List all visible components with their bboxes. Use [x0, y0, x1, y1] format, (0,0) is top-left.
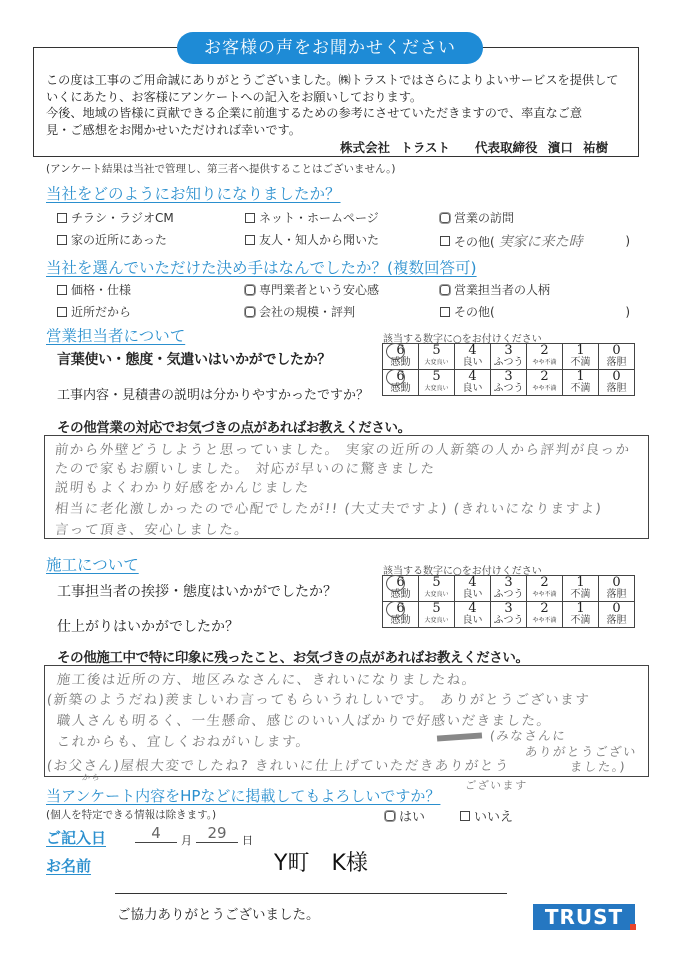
month-unit: 月 [181, 834, 192, 847]
publish-heading: 当アンケート内容をHPなどに掲載してもよろしいですか？ [46, 787, 441, 805]
rating-cell-0[interactable] [599, 602, 635, 628]
rating-label: やや不満 [532, 385, 557, 392]
rating-label: 不満 [570, 589, 591, 600]
paren-close: ) [625, 234, 630, 248]
option-other[interactable] [440, 303, 630, 320]
rating-label: やや不満 [532, 591, 557, 598]
checkbox-icon[interactable] [57, 235, 67, 245]
entry-day-field[interactable]: 29 [196, 824, 238, 843]
rating-label: 感動 [390, 383, 411, 394]
rating-value: 3 [504, 601, 513, 616]
company-signature: 株式会社 トラスト 代表取締役 濱口 祐樹 [340, 140, 609, 155]
rating-row [383, 602, 635, 628]
thanks-text: ご協力ありがとうございました。 [117, 907, 320, 923]
rating-cell-3[interactable] [491, 576, 527, 602]
rating-value: 4 [468, 601, 477, 616]
intro-line: いくにあたり、お客様にアンケートへの記入をお願いしております。 [46, 89, 423, 104]
comment-line: 施工後は近所の方、地区みなさんに、きれいになりましたね。 [55, 672, 478, 688]
sales-comment-label: その他営業の対応でお気づきの点があればお教えください。 [57, 420, 411, 436]
rating-label: 落胆 [606, 357, 627, 368]
rating-cell-2[interactable] [527, 576, 563, 602]
rating-cell-4[interactable] [455, 344, 491, 370]
publish-no-option[interactable] [460, 806, 513, 825]
checkbox-icon[interactable] [57, 307, 67, 317]
rating-cell-0[interactable] [599, 370, 635, 396]
rating-cell-6[interactable] [383, 602, 419, 628]
intro-line: 見・ご感想をお聞かせいただければ幸いです。 [46, 122, 301, 137]
option-label: 家の近所にあった [71, 233, 167, 247]
rating-value: 5 [432, 343, 441, 358]
rating-cell-4[interactable] [455, 602, 491, 628]
rating-cell-2[interactable] [527, 344, 563, 370]
rating-cell-3[interactable] [491, 602, 527, 628]
rating-value: 4 [468, 575, 477, 590]
sales-comment-box[interactable] [44, 435, 649, 539]
name-field[interactable]: Y町 K様 [274, 851, 368, 876]
comment-line: 言って頂き、安心しました。 [53, 522, 251, 538]
rating-label: ふつう [493, 615, 524, 626]
survey-title: お客様の声をお聞かせください [177, 32, 483, 64]
comment-line: これからも、宜しくおねがいします。 [55, 734, 312, 750]
checkbox-checked-icon[interactable] [440, 285, 450, 295]
comment-line: 説明もよくわかり好感をかんじました [53, 480, 311, 496]
rating-cell-1[interactable] [563, 602, 599, 628]
rating-row [383, 344, 635, 370]
rating-value: 5 [432, 575, 441, 590]
trust-logo: TRUST [533, 904, 635, 930]
rating-row [383, 576, 635, 602]
rating-value: 3 [504, 369, 513, 384]
checkbox-icon[interactable] [440, 307, 450, 317]
rating-label: 不満 [570, 357, 591, 368]
sales-heading: 営業担当者について [46, 327, 186, 345]
rating-label: 良い [462, 589, 483, 600]
rating-cell-1[interactable] [563, 576, 599, 602]
publish-yes-option[interactable] [385, 806, 425, 825]
construction-question-2: 仕上がりはいかがでしたか？ [57, 619, 239, 635]
comment-margin-note: から [81, 773, 102, 782]
rating-label: 感動 [390, 357, 411, 368]
scribble-mark [437, 732, 482, 741]
deciding-factor-heading: 当社を選んでいただけた決め手はなんでしたか？(複数回答可) [46, 259, 477, 277]
option-label: 価格・仕様 [71, 283, 132, 297]
sales-rating-table [382, 343, 635, 396]
rating-value: 2 [540, 601, 549, 616]
selected-circle-icon [386, 343, 405, 360]
rating-cell-3[interactable] [491, 344, 527, 370]
rating-label: ふつう [493, 357, 524, 368]
rating-label: 落胆 [606, 383, 627, 394]
option-nearby[interactable] [57, 303, 131, 320]
option-friend[interactable] [245, 231, 379, 248]
rating-label: やや不満 [532, 617, 557, 624]
rating-value: 3 [504, 343, 513, 358]
comment-line: (お父さん)屋根大変でしたね? きれいに仕上げていただきありがとう [45, 758, 511, 774]
comment-line: 職人さんも明るく、一生懸命、感じのいい人ばかりで好感いだきました。 [55, 713, 553, 729]
checkbox-icon[interactable] [460, 811, 470, 821]
rating-value: 0 [612, 369, 621, 384]
publish-note: (個人を特定できる情報は除きます。) [46, 809, 217, 821]
option-label: はい [399, 810, 426, 825]
rating-label: 良い [462, 357, 483, 368]
rating-label: 大変良い [424, 591, 449, 598]
checkbox-checked-icon[interactable] [385, 811, 395, 821]
comment-line: 相当に老化激しかったので心配でしたが!! (大丈夫ですよ) (きれいになりますよ) [53, 501, 604, 517]
rating-cell-5[interactable] [419, 370, 455, 396]
rating-cell-4[interactable] [455, 370, 491, 396]
checkbox-icon[interactable] [57, 285, 67, 295]
construction-question-1: 工事担当者の挨拶・態度はいかがでしたか？ [57, 584, 337, 600]
day-unit: 日 [242, 834, 253, 847]
option-label: 会社の規模・評判 [259, 305, 356, 319]
side-note-line: (みなさんに [489, 728, 568, 743]
intro-line: 今後、地域の皆様に貢献できる企業に前進するための参考にさせていただきますので、率直なご意 [46, 106, 583, 120]
rating-value: 6 [396, 575, 405, 590]
rating-cell-5[interactable] [419, 344, 455, 370]
construction-comment-box[interactable] [44, 665, 649, 777]
rating-label: 感動 [390, 589, 411, 600]
option-salesperson[interactable] [440, 281, 550, 298]
rating-label: 落胆 [606, 615, 627, 626]
privacy-note: (アンケート結果は当社で管理し、第三者へ提供することはございません。) [46, 163, 396, 175]
option-label: その他( [454, 305, 495, 319]
construction-heading: 施工について [46, 556, 139, 574]
side-note-line: ありがとうござい [524, 744, 638, 759]
rating-value: 4 [468, 369, 477, 384]
construction-comment-label: その他施工中で特に印象に残ったこと、お気づきの点があればお教えください。 [57, 650, 529, 666]
selected-circle-icon [386, 601, 405, 618]
intro-text [46, 72, 636, 138]
rating-cell-3[interactable] [491, 370, 527, 396]
rating-label: 不満 [570, 383, 591, 394]
rating-value: 3 [504, 575, 513, 590]
rating-value: 2 [540, 369, 549, 384]
option-label: 営業担当者の人柄 [454, 283, 551, 297]
selected-circle-icon [386, 575, 405, 592]
comment-line: (新築のようだね)羨ましいわ言ってもらいうれしいです。 ありがとうございます [45, 692, 591, 708]
rating-cell-4[interactable] [455, 576, 491, 602]
checkbox-icon[interactable] [57, 213, 67, 223]
rating-cell-1[interactable] [563, 370, 599, 396]
rating-label: ふつう [493, 589, 524, 600]
rating-label: やや不満 [532, 359, 557, 366]
option-label: 友人・知人から聞いた [259, 233, 380, 247]
rating-cell-6[interactable] [383, 344, 419, 370]
rating-value: 2 [540, 575, 549, 590]
option-other[interactable] [440, 231, 630, 251]
rating-value: 6 [396, 369, 405, 384]
paren-close: ) [625, 304, 630, 319]
option-specialist[interactable] [245, 281, 379, 298]
rating-label: 良い [462, 615, 483, 626]
how-known-heading: 当社をどのようにお知りになりましたか？ [46, 185, 341, 203]
sales-question-1: 言葉使い・態度・気遣いはいかがでしたか？ [57, 352, 331, 368]
option-label: いいえ [474, 810, 514, 825]
rating-label: 大変良い [424, 617, 449, 624]
option-neighborhood[interactable] [57, 231, 167, 248]
sales-question-2: 工事内容・見積書の説明は分かりやすかったですか？ [57, 388, 370, 403]
selected-circle-icon [386, 369, 405, 386]
rating-value: 6 [396, 601, 405, 616]
option-label: チラシ・ラジオCM [71, 211, 174, 225]
rating-cell-2[interactable] [527, 370, 563, 396]
rating-value: 0 [612, 601, 621, 616]
rating-value: 5 [432, 601, 441, 616]
option-web[interactable] [245, 209, 379, 226]
intro-line: この度は工事のご用命誠にありがとうございました。㈱トラストではさらによりよいサービスを提供して [46, 73, 619, 87]
logo-accent-dot [630, 924, 636, 930]
rating-cell-0[interactable] [599, 344, 635, 370]
rating-cell-5[interactable] [419, 576, 455, 602]
other-handwritten-value[interactable]: 実家に来た時 [498, 234, 583, 250]
rating-cell-2[interactable] [527, 602, 563, 628]
entry-month-field[interactable]: 4 [135, 824, 177, 843]
option-reputation[interactable] [245, 303, 355, 320]
rating-label: 良い [462, 383, 483, 394]
option-price[interactable] [57, 281, 131, 298]
entry-date-label: ご記入日 [46, 829, 107, 847]
rating-label: ふつう [493, 383, 524, 394]
option-label: ネット・ホームページ [259, 211, 379, 225]
rating-label: 大変良い [424, 385, 449, 392]
rating-value: 2 [540, 343, 549, 358]
name-label: お名前 [46, 857, 92, 875]
rating-label: 落胆 [606, 589, 627, 600]
checkbox-checked-icon[interactable] [245, 307, 255, 317]
rating-hint: 該当する数字に○をお付けください [383, 566, 542, 577]
option-label: 営業の訪問 [454, 211, 515, 225]
rating-row [383, 370, 635, 396]
rating-value: 1 [576, 575, 585, 590]
checkbox-icon[interactable] [245, 213, 255, 223]
name-underline [115, 893, 507, 894]
option-label: 近所だから [71, 305, 132, 319]
rating-cell-1[interactable] [563, 344, 599, 370]
option-sales-visit[interactable] [440, 209, 514, 226]
comment-line: たので家もお願いしました。 対応が早いのに驚きました [53, 461, 437, 477]
option-label: 専門業者という安心感 [259, 283, 380, 297]
rating-label: 感動 [390, 615, 411, 626]
rating-hint: 該当する数字に○をお付けください [383, 334, 542, 345]
rating-value: 1 [576, 601, 585, 616]
side-note-line: ました。) [569, 759, 627, 774]
rating-value: 0 [612, 343, 621, 358]
rating-value: 5 [432, 369, 441, 384]
rating-label: 大変良い [424, 359, 449, 366]
rating-value: 4 [468, 343, 477, 358]
checkbox-icon[interactable] [245, 235, 255, 245]
checkbox-icon[interactable] [440, 236, 450, 246]
comment-line: 前から外壁どうしようと思っていました。 実家の近所の人新築の人から評判が良っか [53, 442, 632, 458]
rating-cell-0[interactable] [599, 576, 635, 602]
option-label: その他( [454, 234, 495, 249]
checkbox-checked-icon[interactable] [440, 213, 450, 223]
construction-rating-table [382, 575, 635, 628]
option-flyer-radio[interactable] [57, 209, 174, 226]
rating-value: 0 [612, 575, 621, 590]
rating-cell-6[interactable] [383, 576, 419, 602]
rating-cell-6[interactable] [383, 370, 419, 396]
checkbox-checked-icon[interactable] [245, 285, 255, 295]
rating-cell-5[interactable] [419, 602, 455, 628]
rating-value: 6 [396, 343, 405, 358]
rating-value: 1 [576, 343, 585, 358]
rating-label: 不満 [570, 615, 591, 626]
comment-tail: ございます [464, 779, 529, 792]
rating-value: 1 [576, 369, 585, 384]
